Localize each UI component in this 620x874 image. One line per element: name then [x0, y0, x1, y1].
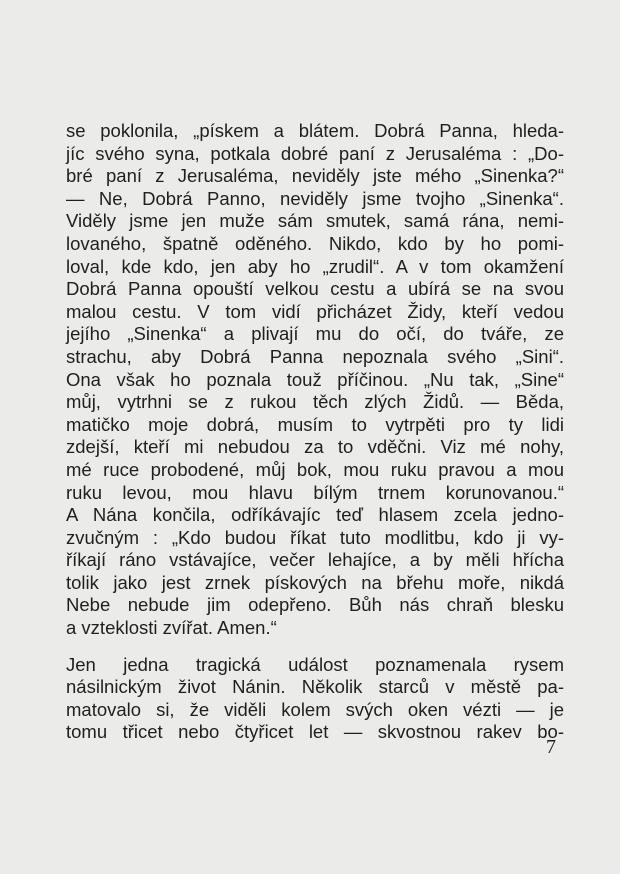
paragraph-2 [66, 654, 564, 744]
text-line: tolik jako jest zrnek pískových na břehu moře, nikdá [66, 571, 564, 593]
text-line: Jen jedna tragická událost poznamenala rysem [66, 653, 564, 675]
page-number: 7 [546, 736, 556, 758]
text-line: se poklonila, „pískem a blátem. Dobrá Panna, hleda- [66, 120, 564, 141]
text-line: jejího „Sinenka“ a plivají mu do očí, do tváře, ze [66, 323, 564, 345]
text-line: malou cestu. V tom vidí přicházet Židy, kteří vedou [66, 300, 564, 322]
text-line: říkají ráno vstávajíce, večer lehajíce, a by měli hřícha [66, 549, 564, 571]
text-line: Ona však ho poznala touž příčinou. „Nu tak, „Sine“ [66, 368, 564, 390]
paragraph-1 [66, 120, 564, 640]
text-line: Dobrá Panna opouští velkou cestu a ubírá se na svou [66, 278, 564, 300]
text-line: zdejší, kteří mi nebudou za to vděčni. Viz mé nohy, [66, 436, 564, 458]
text-line: loval, kde kdo, jen aby ho „zrudil“. A v tom okamžení [66, 255, 564, 277]
text-line: matičko moje dobrá, musím to vytrpěti pro ty lidi [66, 413, 564, 435]
text-line: násilnickým život Nánin. Několik starců v městě pa- [66, 676, 564, 698]
text-line: — Ne, Dobrá Panno, neviděly jsme tvojho „Sinenka“. [66, 187, 564, 209]
text-line: bré paní z Jerusaléma, neviděly jste mého „Sinenka?“ [66, 165, 564, 187]
text-line: A Nána končila, odříkávajíc teď hlasem zcela jedno- [66, 504, 564, 526]
body-text [66, 120, 564, 744]
text-line: matovalo si, že viděli kolem svých oken vézti — je [66, 698, 564, 720]
text-line: Nebe nebude jim odepřeno. Bůh nás chraň blesku [66, 594, 564, 616]
text-line: strachu, aby Dobrá Panna nepoznala svého „Sini“. [66, 345, 564, 367]
text-line: jíc svého syna, potkala dobré paní z Jerusaléma : „Do- [66, 142, 564, 164]
text-line: zvučným : „Kdo budou říkat tuto modlitbu, kdo ji vy- [66, 526, 564, 548]
text-line: Viděly jsme jen muže sám smutek, samá rána, nemi- [66, 210, 564, 232]
text-line: mé ruce probodené, můj bok, mou ruku pravou a mou [66, 458, 564, 480]
text-line: a vzteklosti zvířat. Amen.“ [66, 617, 277, 639]
text-line: tomu třicet nebo čtyřicet let — skvostnou rakev bo- [66, 721, 564, 743]
text-line: ruku levou, mou hlavu bílým trnem korunovanou.“ [66, 481, 564, 503]
text-line: lovaného, špatně oděného. Nikdo, kdo by ho pomi- [66, 232, 564, 254]
text-line: můj, vytrhni se z rukou těch zlých Židů. — Běda, [66, 391, 564, 413]
paragraph-gap [66, 640, 564, 654]
